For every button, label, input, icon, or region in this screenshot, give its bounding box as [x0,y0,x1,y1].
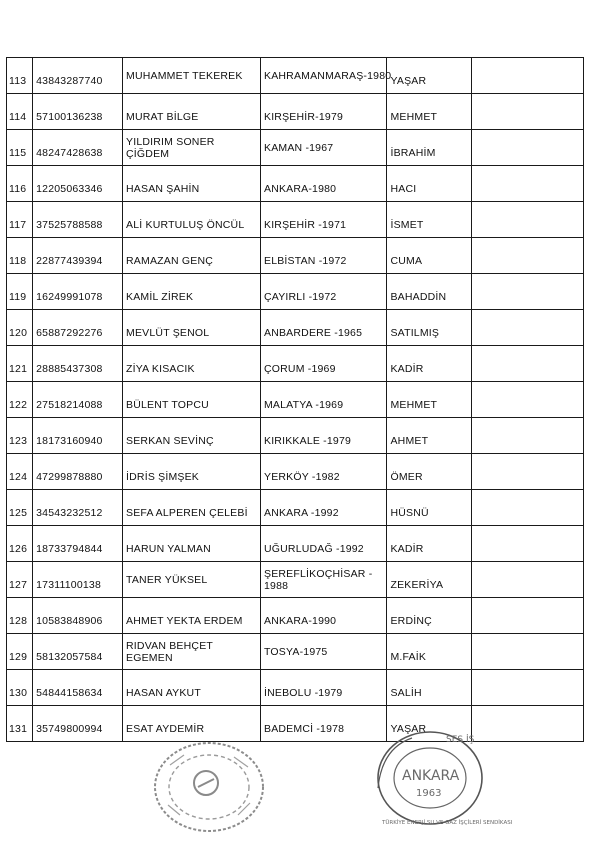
full-name: MEVLÜT ŞENOL [126,326,210,339]
signature-cell [472,526,584,562]
father-name: MEHMET [390,110,438,123]
birthplace-year: YERKÖY -1982 [263,470,340,483]
id-number: 58132057584 [36,650,103,663]
id-number-cell [33,310,123,346]
full-name: ZİYA KISACIK [126,362,195,375]
full-name-cell [123,454,261,490]
full-name-cell [123,202,261,238]
row-number-cell [7,454,33,490]
row-number-cell [7,94,33,130]
full-name-cell [123,166,261,202]
full-name-cell [123,670,261,706]
row-number-cell [7,238,33,274]
father-name-cell [387,166,472,202]
id-number: 16249991078 [36,290,103,303]
full-name-cell [123,382,261,418]
row-number: 131 [9,722,28,735]
father-name: AHMET [390,434,429,447]
father-name: CUMA [390,254,423,267]
union-seal-stamp [372,728,513,836]
birthplace-year: KAMAN -1967 [263,141,334,154]
row-number: 114 [9,110,27,123]
id-number: 27518214088 [36,398,103,411]
id-number: 34543232512 [36,506,103,519]
id-number: 18173160940 [36,434,103,447]
id-number-cell [33,598,123,634]
birthplace-year: ANKARA-1990 [263,614,337,627]
full-name: ESAT AYDEMİR [126,722,205,735]
stamp-city-text: ANKARA [402,768,460,784]
full-name: RIDVAN BEHÇET EGEMEN [126,639,213,664]
full-name-cell [123,238,261,274]
father-name: BAHADDİN [390,290,447,303]
id-number-cell [33,58,123,94]
full-name: KAMİL ZİREK [126,290,194,303]
full-name-cell [123,130,261,166]
full-name: RAMAZAN GENÇ [126,254,214,267]
father-name: SALİH [390,686,422,699]
row-number-cell [7,274,33,310]
left-seal-stamp [150,735,268,835]
father-name: M.FAİK [390,650,427,663]
signature-cell [472,202,584,238]
id-number-cell [33,130,123,166]
full-name: HASAN ŞAHİN [126,182,200,195]
row-number: 122 [9,398,28,411]
full-name: YILDIRIM SONER ÇİĞDEM [126,135,215,160]
father-name-cell [387,418,472,454]
signature-cell [472,130,584,166]
father-name: İBRAHİM [390,146,436,159]
id-number-cell [33,94,123,130]
birthplace-year-cell [260,94,386,130]
signature-cell [472,166,584,202]
table-row [7,238,584,274]
table-row [7,598,584,634]
table-row [7,454,584,490]
id-number-cell [33,490,123,526]
full-name: MURAT BİLGE [126,110,199,123]
signature-cell [472,310,584,346]
table-row [7,634,584,670]
id-number-cell [33,526,123,562]
table-row [7,130,584,166]
birthplace-year: ANKARA-1980 [263,182,337,195]
id-number: 10583848906 [36,614,103,627]
row-number: 121 [9,362,28,375]
birthplace-year: KIRŞEHİR-1979 [263,110,344,123]
birthplace-year-cell [260,130,386,166]
row-number: 128 [9,614,28,627]
father-name-cell [387,202,472,238]
full-name: MUHAMMET TEKEREK [126,69,243,82]
row-number: 115 [9,146,27,159]
birthplace-year-cell [260,598,386,634]
id-number-cell [33,706,123,742]
father-name-cell [387,58,472,94]
row-number: 127 [9,578,28,591]
id-number-cell [33,418,123,454]
father-name-cell [387,454,472,490]
birthplace-year-cell [260,346,386,382]
father-name: MEHMET [390,398,438,411]
birthplace-year-cell [260,58,392,94]
full-name-cell [123,634,261,670]
full-name: HARUN YALMAN [126,542,211,555]
father-name-cell [387,274,472,310]
row-number-cell [7,58,33,94]
full-name: AHMET YEKTA ERDEM [126,614,243,627]
birthplace-year: ÇORUM -1969 [263,362,336,375]
full-name-cell [123,418,261,454]
birthplace-year-cell [260,454,386,490]
signature-cell [472,94,584,130]
id-number-cell [33,274,123,310]
stamp-top-text: SES İŞ [446,735,475,745]
row-number: 123 [9,434,28,447]
father-name: YAŞAR [390,74,427,87]
id-number-cell [33,454,123,490]
birthplace-year-cell [260,310,386,346]
signature-cell [472,238,584,274]
father-name: KADİR [390,542,424,555]
row-number-cell [7,634,33,670]
birthplace-year: İNEBOLU -1979 [263,686,343,699]
row-number-cell [7,202,33,238]
birthplace-year: KIRŞEHİR -1971 [263,218,347,231]
father-name-cell [387,346,472,382]
row-number-cell [7,310,33,346]
id-number-cell [33,166,123,202]
birthplace-year: ANBARDERE -1965 [263,326,363,339]
father-name-cell [387,526,472,562]
full-name-cell [123,490,261,526]
full-name: SEFA ALPEREN ÇELEBİ [126,506,248,519]
member-table-body [7,58,584,742]
id-number-cell [33,238,123,274]
father-name-cell [387,598,472,634]
id-number-cell [33,346,123,382]
father-name: HACI [390,182,417,195]
full-name-cell [123,526,261,562]
signature-cell [472,58,584,94]
id-number-cell [33,202,123,238]
row-number: 119 [9,290,27,303]
birthplace-year: UĞURLUDAĞ -1992 [263,542,364,555]
row-number: 117 [9,218,27,231]
row-number-cell [7,130,33,166]
id-number: 35749800994 [36,722,103,735]
row-number: 120 [9,326,28,339]
id-number-cell [33,562,123,598]
birthplace-year: ÇAYIRLI -1972 [263,290,337,303]
row-number-cell [7,670,33,706]
row-number: 116 [9,182,27,195]
signature-cell [472,346,584,382]
father-name-cell [387,562,472,598]
id-number: 65887292276 [36,326,103,339]
table-row [7,418,584,454]
full-name: HASAN AYKUT [126,686,201,699]
birthplace-year: KIRIKKALE -1979 [263,434,352,447]
row-number-cell [7,490,33,526]
father-name-cell [387,634,472,670]
father-name-cell [387,382,472,418]
id-number-cell [33,382,123,418]
row-number: 118 [9,254,27,267]
row-number-cell [7,598,33,634]
full-name-cell [123,598,261,634]
father-name-cell [387,670,472,706]
full-name-cell [123,310,261,346]
father-name-cell [387,94,472,130]
table-row [7,670,584,706]
id-number: 12205063346 [36,182,103,195]
birthplace-year: ŞEREFLİKOÇHİSAR - 1988 [263,567,373,592]
father-name: HÜSNÜ [390,506,429,519]
signature-cell [472,274,584,310]
id-number: 47299878880 [36,470,103,483]
full-name-cell [123,562,261,598]
father-name: KADİR [390,362,424,375]
row-number: 124 [9,470,28,483]
stamp-bottom-text: TÜRKİYE ENERJİ SU VE GAZ İŞÇİLERİ SENDİKASI [382,820,513,826]
birthplace-year-cell [260,202,386,238]
row-number-cell [7,166,33,202]
table-row [7,706,584,742]
birthplace-year: KAHRAMANMARAŞ-1980 [263,69,392,82]
birthplace-year-cell [260,490,386,526]
id-number: 43843287740 [36,74,103,87]
member-table [6,57,584,742]
birthplace-year-cell [260,526,386,562]
signature-cell [472,382,584,418]
birthplace-year: BADEMCİ -1978 [263,722,345,735]
row-number: 113 [9,74,27,87]
signature-cell [472,454,584,490]
full-name-cell [123,94,261,130]
row-number-cell [7,706,33,742]
father-name-cell [387,238,472,274]
id-number: 18733794844 [36,542,103,555]
birthplace-year: ELBİSTAN -1972 [263,254,347,267]
id-number-cell [33,634,123,670]
father-name: İSMET [390,218,424,231]
table-row [7,562,584,598]
birthplace-year-cell [260,166,386,202]
full-name-cell [123,346,261,382]
row-number-cell [7,526,33,562]
birthplace-year-cell [260,418,386,454]
signature-cell [472,634,584,670]
birthplace-year: MALATYA -1969 [263,398,344,411]
birthplace-year-cell [260,562,386,598]
id-number: 37525788588 [36,218,103,231]
id-number: 22877439394 [36,254,103,267]
signature-cell [472,490,584,526]
table-row [7,382,584,418]
table-row [7,58,584,94]
signature-cell [472,418,584,454]
row-number-cell [7,562,33,598]
full-name: ALİ KURTULUŞ ÖNCÜL [126,218,245,231]
father-name: YAŞAR [390,722,427,735]
table-row [7,490,584,526]
full-name: SERKAN SEVİNÇ [126,434,214,447]
table-row [7,346,584,382]
id-number: 48247428638 [36,146,103,159]
birthplace-year-cell [260,238,386,274]
father-name: ERDİNÇ [390,614,432,627]
birthplace-year: ANKARA -1992 [263,506,339,519]
table-row [7,274,584,310]
birthplace-year-cell [260,382,386,418]
signature-cell [472,670,584,706]
table-row [7,526,584,562]
row-number: 125 [9,506,28,519]
full-name: BÜLENT TOPCU [126,398,209,411]
row-number: 129 [9,650,28,663]
full-name-cell [123,58,261,94]
table-row [7,202,584,238]
row-number: 126 [9,542,28,555]
full-name: İDRİS ŞİMŞEK [126,470,200,483]
full-name-cell [123,274,261,310]
birthplace-year-cell [260,706,386,742]
birthplace-year-cell [260,634,386,670]
row-number-cell [7,382,33,418]
birthplace-year-cell [260,670,386,706]
signature-cell [472,562,584,598]
id-number: 54844158634 [36,686,103,699]
id-number: 17311100138 [36,578,102,591]
row-number-cell [7,418,33,454]
table-row [7,166,584,202]
father-name-cell [387,130,472,166]
stamp-year-text: 1963 [416,788,442,799]
father-name: ÖMER [390,470,423,483]
father-name-cell [387,490,472,526]
full-name: TANER YÜKSEL [126,573,208,586]
father-name: ZEKERİYA [390,578,444,591]
row-number: 130 [9,686,28,699]
row-number-cell [7,346,33,382]
signature-cell [472,598,584,634]
id-number: 28885437308 [36,362,103,375]
table-row [7,310,584,346]
id-number: 57100136238 [36,110,103,123]
birthplace-year: TOSYA-1975 [263,645,328,658]
id-number-cell [33,670,123,706]
father-name: SATILMIŞ [390,326,440,339]
table-row [7,94,584,130]
father-name-cell [387,310,472,346]
birthplace-year-cell [260,274,386,310]
